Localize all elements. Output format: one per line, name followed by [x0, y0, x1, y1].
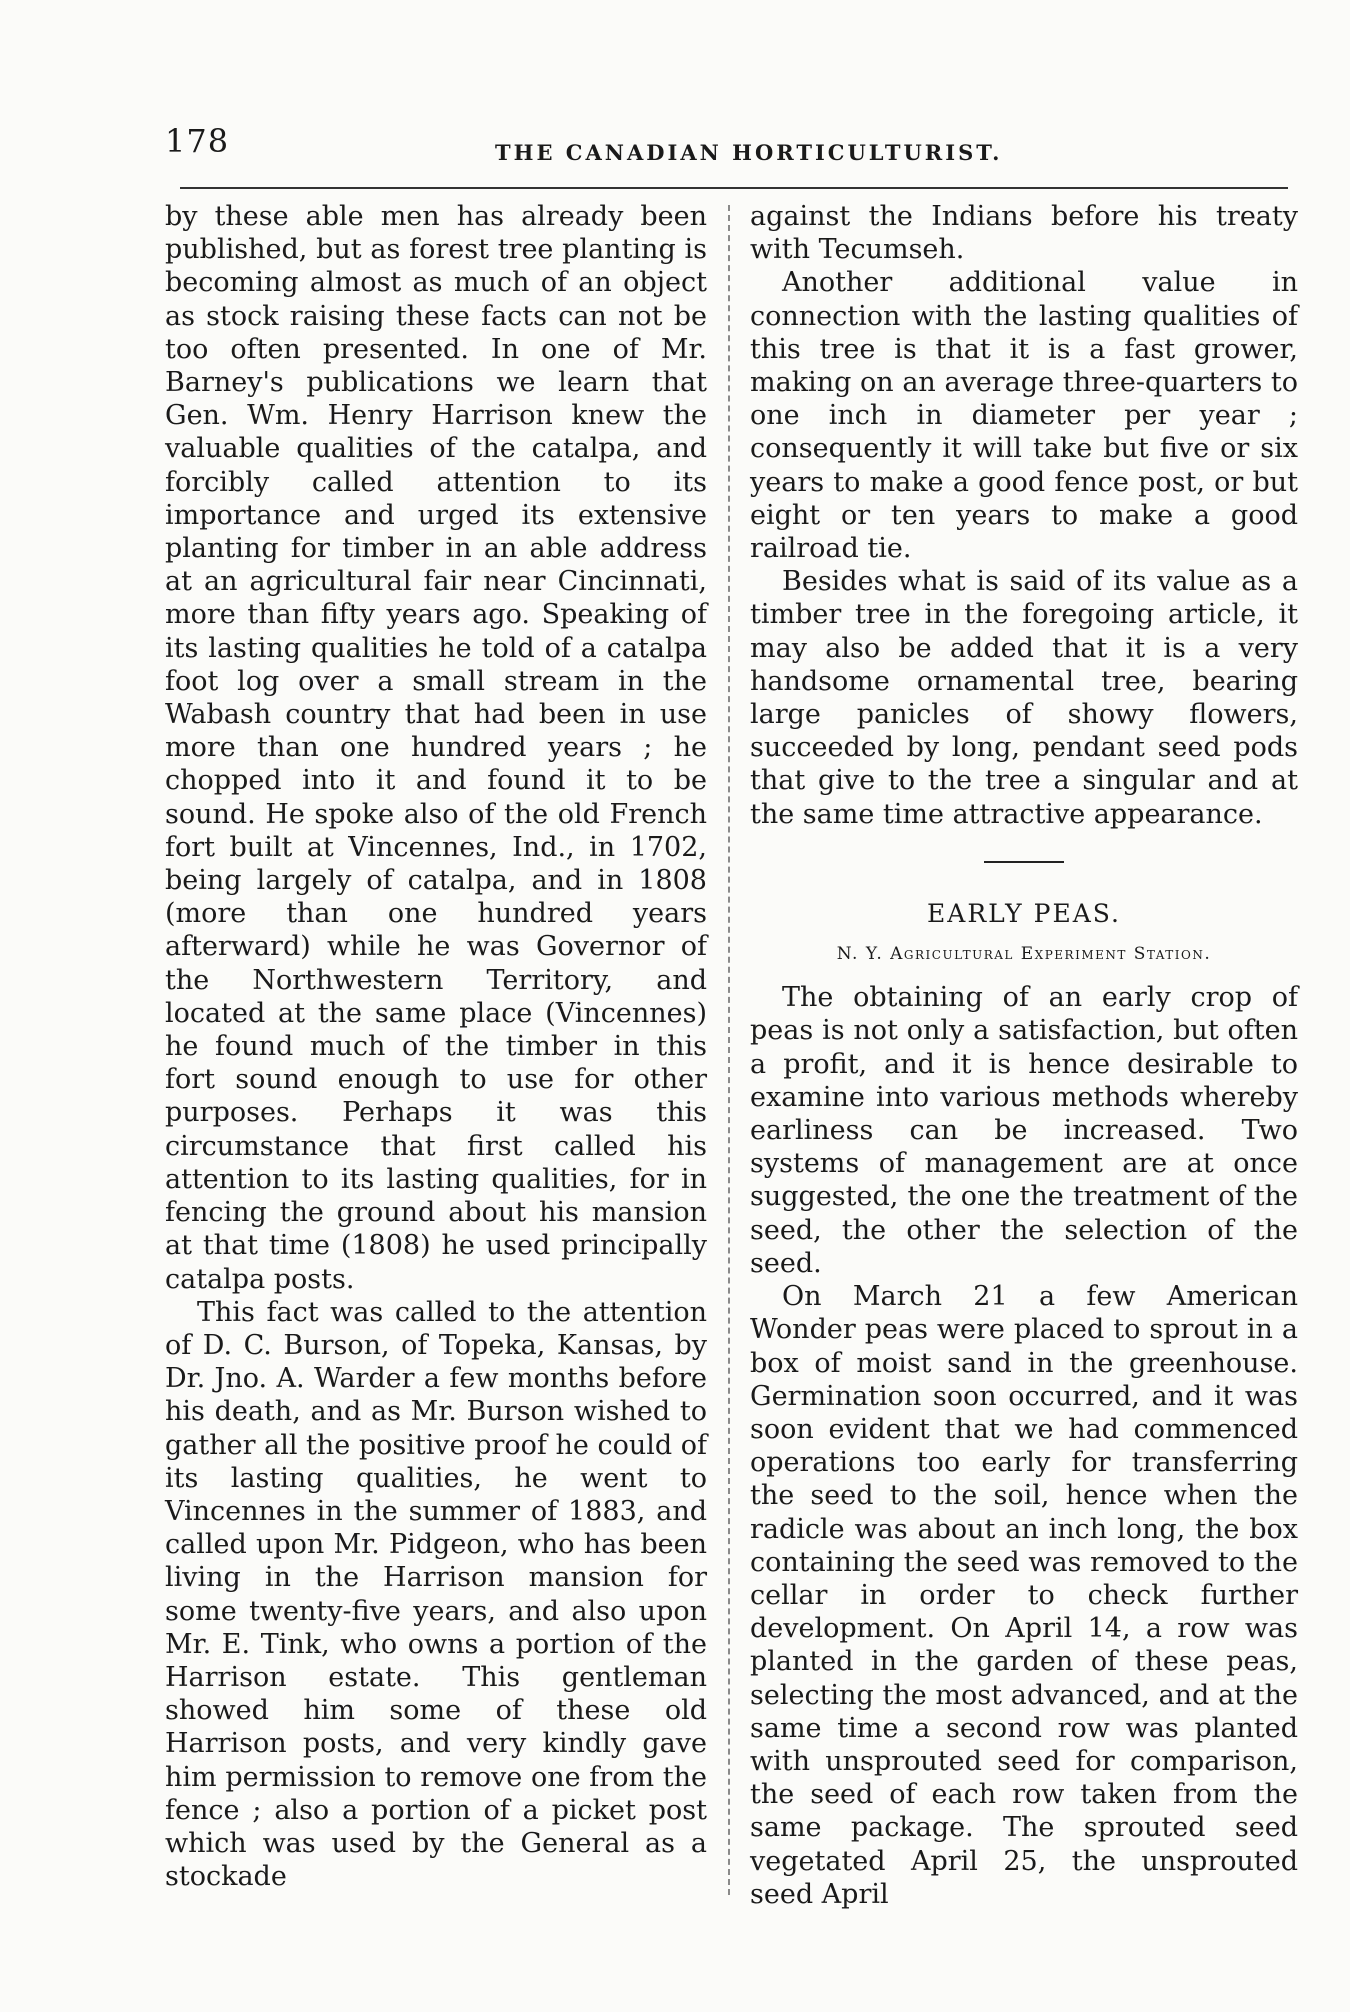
paragraph: This fact was called to the attention of D. C. Burson, of Topeka, Kansas, by Dr. Jno. A. Warder a few months before his death, and as Mr. Burson wished to gather all the positive proof he could of its lasting qualities, he went to Vincennes in the summer of 1883, and called upon Mr. Pidgeon, who has been living in the Harrison mansion for some twenty-five years, and also upon Mr. E. Tink, who owns a portion of the Harrison estate. This gentleman showed him some of these old Harrison posts, and very kindly gave him permission to remove one from the fence ; also a portion of a picket post which was used by the General as a stockade — [165, 1296, 707, 1893]
paragraph: Besides what is said of its value as a timber tree in the foregoing article, it may also be added that it is a very handsome ornamental tree, bearing large panicles of showy flowers, succeeded by long, pendant seed pods that give to the tree a singular and at the same time attractive appearance. — [750, 566, 1298, 830]
running-head: THE CANADIAN HORTICULTURIST. — [495, 140, 1003, 165]
paragraph: against the Indians before his treaty with Tecumseh. — [750, 201, 1298, 266]
paragraph: The obtaining of an early crop of peas is not only a satisfaction, but often a profit, and it is hence desirable to examine into various methods whereby earliness can be increased. Two systems of management are at once suggested, the one the treatment of the seed, the other the selection of the seed. — [750, 982, 1298, 1279]
page-number: 178 — [165, 122, 230, 160]
right-column — [750, 200, 1298, 1911]
column-divider — [728, 205, 730, 1895]
section-divider-rule — [984, 861, 1064, 863]
section-byline: N. Y. Agricultural Experiment Station. — [836, 944, 1212, 965]
header-rule — [180, 187, 1288, 189]
paragraph: by these able men has already been published, but as forest tree planting is becoming almost as much of an object as stock raising these facts can not be too often presented. In one of Mr. Barney's publications we learn that Gen. Wm. Henry Harrison knew the valuable qualities of the catalpa, and forcibly called attention to its importance and urged its extensive planting for timber in an able address at an agricultural fair near Cincinnati, more than fifty years ago. Speaking of its lasting qualities he told of a catalpa foot log over a small stream in the Wabash country that had been in use more than one hundred years ; he chopped into it and found it to be sound. He spoke also of the old French fort built at Vincennes, Ind., in 1702, being largely of catalpa, and in 1808 (more than one hundred years afterward) while he was Governor of the Northwestern Territory, and located at the same place (Vincennes) he found much of the timber in this fort sound enough to use for other purposes. Perhaps it was this circumstance that first called his attention to its lasting qualities, for in fencing the ground about his mansion at that time (1808) he used principally catalpa posts. — [165, 201, 707, 1295]
left-column — [165, 200, 707, 1893]
section-title: EARLY PEAS. — [927, 898, 1121, 928]
paragraph: Another additional value in connection with the lasting qualities of this tree is that it is a fast grower, making on an average three-quarters to one inch in diameter per year ; consequently it will take but five or six years to make a good fence post, or but eight or ten years to make a good railroad tie. — [750, 267, 1298, 565]
paragraph: On March 21 a few American Wonder peas were placed to sprout in a box of moist sand in the greenhouse. Germination soon occurred, and it was soon evident that we had commenced operations too early for transferring the seed to the soil, hence when the radicle was about an inch long, the box containing the seed was removed to the cellar in order to check further development. On April 14, a row was planted in the garden of these peas, selecting the most advanced, and at the same time a second row was planted with unsprouted seed for comparison, the seed of each row taken from the same package. The sprouted seed vegetated April 25, the unsprouted seed April — [750, 1281, 1298, 1910]
